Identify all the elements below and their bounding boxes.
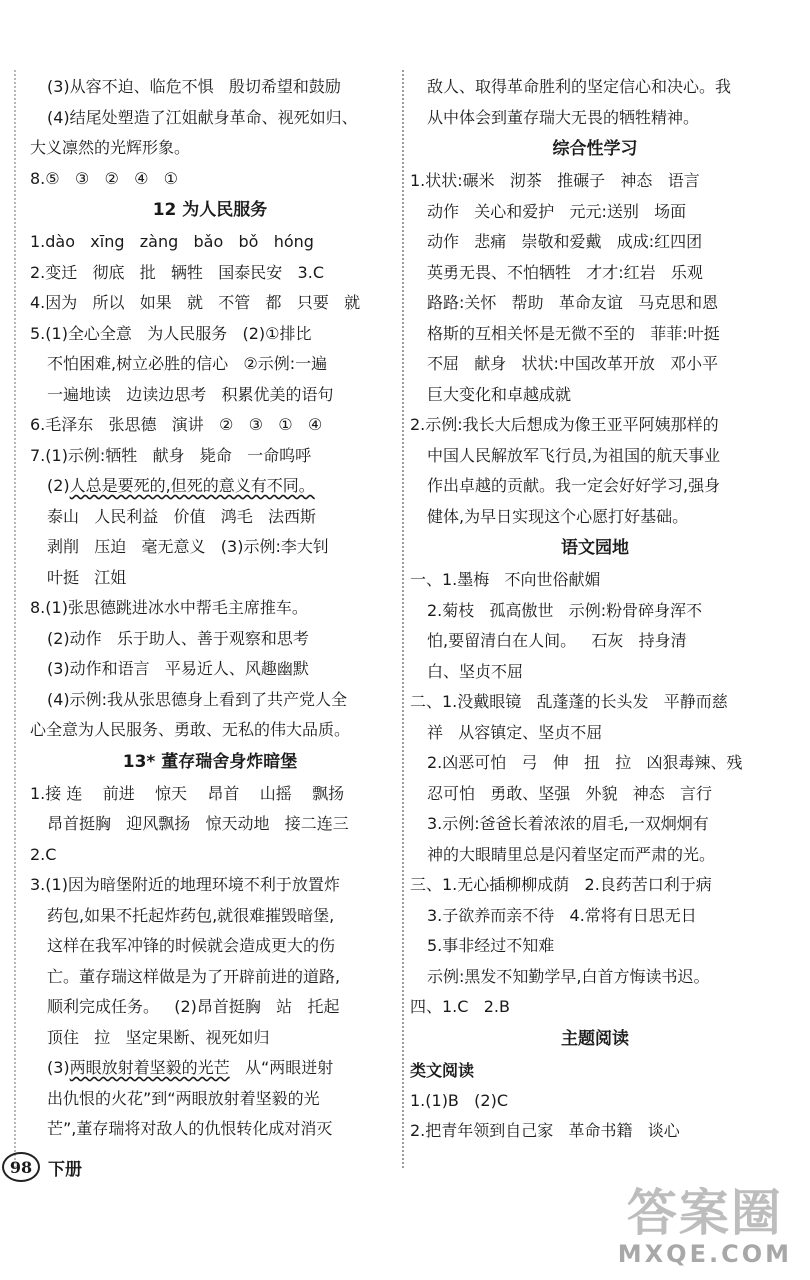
- left-column: [30, 72, 390, 1145]
- section-title-language-garden: 语文园地: [561, 538, 629, 558]
- answer-line: 叶挺 江姐: [47, 567, 127, 587]
- answer-line: 1.(1)B (2)C: [410, 1090, 508, 1110]
- answer-line: [30, 1053, 390, 1084]
- subsection-title: 类文阅读: [410, 1060, 475, 1080]
- answer-line: 健体,为早日实现这个心愿打好基础。: [427, 506, 689, 526]
- answer-line: 6.毛泽东 张思德 演讲 ② ③ ① ④: [30, 415, 323, 434]
- answer-line: 3.子欲养而亲不待 4.常将有日思无日: [427, 905, 697, 925]
- answer-line: 动作 悲痛 崇敬和爱戴 成成:红四团: [427, 232, 703, 251]
- section-title-theme-reading: 主题阅读: [561, 1028, 629, 1049]
- answer-line: 1.dào xīng zàng bǎo bǒ hóng: [30, 232, 314, 251]
- answer-line: 不怕困难,树立必胜的信心 ②示例:一遍: [47, 354, 328, 373]
- answer-line: 昂首挺胸 迎风飘扬 惊天动地 接二连三: [47, 814, 349, 833]
- answer-line: 2.凶恶可怕 弓 伸 扭 拉 凶狠毒辣、残: [427, 753, 743, 772]
- column-divider: [402, 70, 404, 1168]
- answer-line: 8.(1)张思德跳进冰水中帮毛主席推车。: [30, 598, 308, 617]
- answer-line: 动作 关心和爱护 元元:送别 场面: [427, 201, 687, 221]
- answer-line: 大义凛然的光辉形象。: [30, 138, 191, 157]
- answer-line: 2.C: [30, 844, 57, 864]
- watermark-logo: [618, 1186, 792, 1268]
- answer-line: (3)从容不迫、临危不惧 殷切希望和鼓励: [47, 77, 341, 96]
- answer-line: 作出卓越的贡献。我一定会好好学习,强身: [427, 476, 721, 495]
- answer-line: (3)动作和语言 平易近人、风趣幽默: [47, 659, 309, 678]
- answer-line: (2)动作 乐于助人、善于观察和思考: [47, 628, 309, 648]
- answer-line: 英勇无畏、不怕牺牲 才才:红岩 乐观: [427, 262, 703, 282]
- volume-label: 下册: [48, 1159, 82, 1180]
- answer-line: 5.(1)全心全意 为人民服务 (2)①排比: [30, 323, 312, 343]
- answer-line: 二、1.没戴眼镜 乱蓬蓬的长头发 平静而慈: [410, 692, 728, 711]
- answer-line: 药包,如果不托起炸药包,就很难摧毁暗堡,: [47, 905, 335, 925]
- answer-line: 出仇恨的火花”到“两眼放射着坚毅的光: [47, 1088, 320, 1108]
- answer-line: 8.⑤ ③ ② ④ ①: [30, 168, 179, 188]
- answer-line: 亡。董存瑞这样做是为了开辟前进的道路,: [47, 966, 341, 986]
- answer-line: 三、1.无心插柳柳成荫 2.良药苦口利于病: [410, 875, 712, 894]
- answer-line: 一遍地读 边读边思考 积累优美的语句: [47, 384, 334, 404]
- answer-line: 4.因为 所以 如果 就 不管 都 只要 就: [30, 293, 361, 312]
- answer-text: 从“两眼迸射: [229, 1058, 334, 1077]
- answer-line: 2.变迁 彻底 批 辆牲 国泰民安 3.C: [30, 262, 324, 282]
- wavy-underlined-text: 人总是要死的,但死的意义有不同。: [69, 476, 315, 495]
- left-margin-dots: [14, 70, 16, 1168]
- answer-line: [30, 471, 390, 502]
- answer-line: 2.把青年领到自己家 革命书籍 谈心: [410, 1121, 680, 1140]
- answer-line: 2.菊枝 孤高傲世 示例:粉骨碎身浑不: [427, 600, 703, 620]
- answer-line: 中国人民解放军飞行员,为祖国的航天事业: [427, 445, 721, 465]
- answer-line: 泰山 人民利益 价值 鸿毛 法西斯: [47, 506, 317, 526]
- answer-line: 格斯的互相关怀是无微不至的 菲菲:叶挺: [427, 323, 720, 343]
- answer-line: 剥削 压迫 毫无意义 (3)示例:李大钊: [47, 537, 329, 556]
- answer-line: 敌人、取得革命胜利的坚定信心和决心。我: [427, 77, 732, 96]
- wavy-underlined-text: 两眼放射着坚毅的光芒: [69, 1058, 230, 1077]
- right-column: [410, 72, 780, 1147]
- answer-line: 2.示例:我长大后想成为像王亚平阿姨那样的: [410, 415, 719, 434]
- page-number-badge: 98: [2, 1152, 40, 1182]
- answer-line: 怕,要留清白在人间。 石灰 持身清: [427, 631, 687, 650]
- answer-line: 一、1.墨梅 不向世俗献媚: [410, 570, 601, 589]
- answer-label: (3): [47, 1058, 70, 1077]
- section-title-12: 12 为人民服务: [152, 200, 268, 220]
- answer-line: 顺利完成任务。 (2)昂首挺胸 站 托起: [47, 997, 340, 1016]
- answer-line: 巨大变化和卓越成就: [427, 384, 572, 404]
- answer-line: 从中体会到董存瑞大无畏的牺牲精神。: [427, 107, 700, 127]
- answer-line: 顶住 拉 坚定果断、视死如归: [47, 1027, 270, 1047]
- answer-line: 白、坚贞不屈: [427, 661, 524, 681]
- answer-line: 示例:黑发不知勤学早,白首方悔读书迟。: [427, 966, 710, 986]
- answer-line: (4)示例:我从张思德身上看到了共产党人全: [47, 689, 348, 709]
- answer-line: 不屈 献身 状状:中国改革开放 邓小平: [427, 354, 719, 373]
- answer-line: 四、1.C 2.B: [410, 997, 510, 1016]
- page-footer: [2, 1152, 82, 1182]
- answer-line: 3.示例:爸爸长着浓浓的眉毛,一双炯炯有: [427, 814, 709, 833]
- answer-line: 路路:关怀 帮助 革命友谊 马克思和恩: [427, 293, 719, 312]
- answer-label: (2): [47, 476, 70, 495]
- answer-line: 7.(1)示例:牺牲 献身 毙命 一命呜呼: [30, 445, 312, 465]
- answer-line: 这样在我军冲锋的时候就会造成更大的伤: [47, 936, 336, 955]
- answer-line: 心全意为人民服务、勇敢、无私的伟大品质。: [30, 720, 351, 739]
- answer-line: 1.状状:碾米 沏茶 推碾子 神态 语言: [410, 171, 700, 190]
- answer-line: 1.接 连 前进 惊天 昂首 山摇 飘扬: [30, 783, 345, 803]
- section-title-13: 13* 董存瑞舍身炸暗堡: [122, 751, 298, 772]
- answer-line: (4)结尾处塑造了江姐献身革命、视死如归、: [47, 107, 358, 127]
- answer-line: 3.(1)因为暗堡附近的地理环境不利于放置炸: [30, 875, 340, 894]
- watermark-main: 答案圈: [626, 1184, 783, 1242]
- answer-line: 5.事非经过不知难: [427, 936, 555, 955]
- section-title-comprehensive: 综合性学习: [552, 139, 638, 159]
- answer-line: 忍可怕 勇敢、坚强 外貌 神态 言行: [427, 783, 713, 803]
- answer-line: 芒”,董存瑞将对敌人的仇恨转化成对消灭: [47, 1119, 333, 1138]
- answer-line: 祥 从容镇定、坚贞不屈: [427, 722, 603, 742]
- answer-line: 神的大眼睛里总是闪着坚定而严肃的光。: [427, 844, 716, 864]
- watermark-site: MXQE.COM: [617, 1240, 792, 1268]
